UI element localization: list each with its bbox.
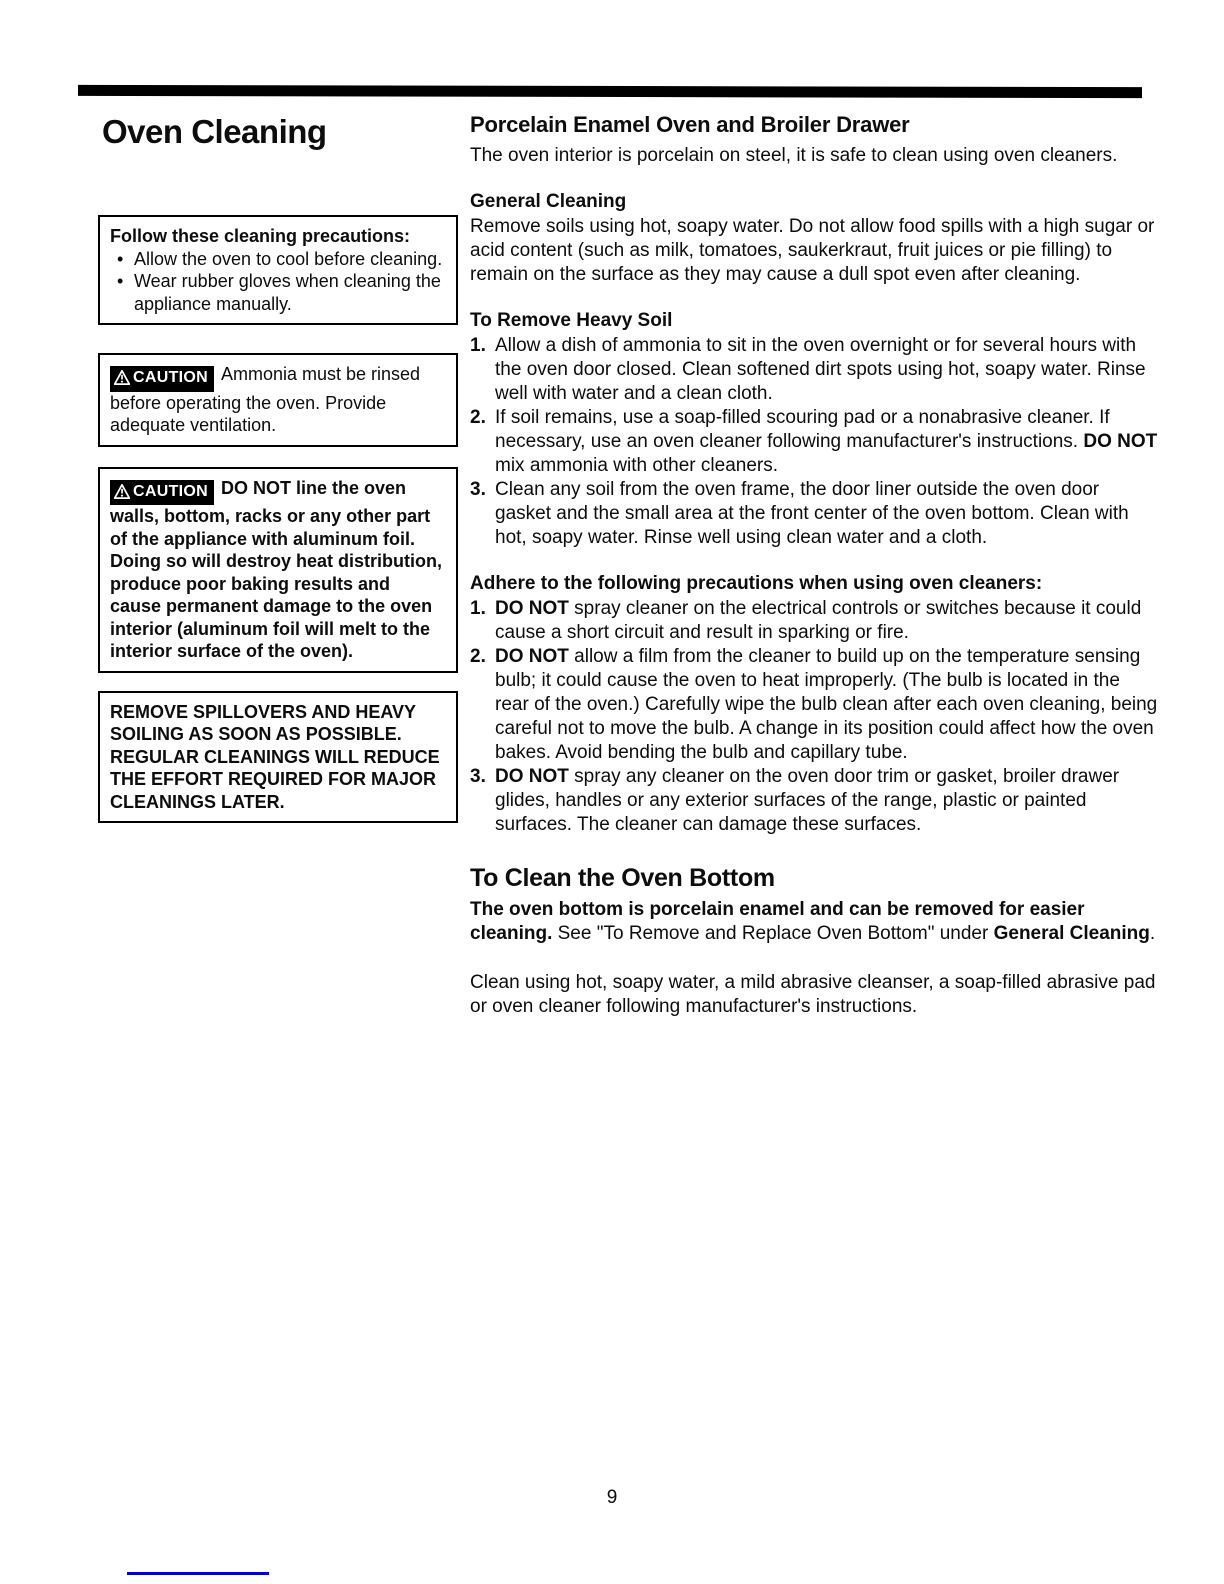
caution-text: DO NOT line the oven walls, bottom, racks or any other part of the appliance with aluminum foil. Doing so will destroy heat distribution, produce poor baking results and cause permanent damage to the oven interior (aluminum foil will melt to the interior surface of the oven). <box>110 477 443 661</box>
list-item-text: DO NOT spray any cleaner on the oven door trim or gasket, broiler drawer glides, handles or any exterior surfaces of the range, plastic or painted surfaces. The cleaner can damage these surfaces. <box>495 766 1120 835</box>
list-marker: 2. <box>470 407 486 428</box>
list-item <box>470 765 1158 837</box>
caution-badge-label: CAUTION <box>133 482 208 500</box>
caution-badge <box>110 480 214 506</box>
oven-bottom-para-2: Clean using hot, soapy water, a mild abrasive cleanser, a soap-filled abrasive pad or oven cleaner following manufacturer's instructions. <box>470 972 1156 1017</box>
list-item-text: Clean any soil from the oven frame, the door liner outside the oven door gasket and the small area at the front center of the oven bottom. Clean with hot, soapy water. Rinse well using clean water and a cloth. <box>495 479 1129 548</box>
list-item <box>110 270 446 315</box>
top-rule <box>78 85 1142 98</box>
bullet-marker: • <box>117 248 124 269</box>
section-heading-oven-cleaners: Adhere to the following precautions when using oven cleaners: <box>470 573 1043 594</box>
oven-cleaners-list <box>470 597 1158 837</box>
list-marker: 1. <box>470 598 486 619</box>
left-column <box>98 112 458 823</box>
section-heading-porcelain: Porcelain Enamel Oven and Broiler Drawer <box>470 112 910 137</box>
general-cleaning-body: Remove soils using hot, soapy water. Do not allow food spills with a high sugar or acid content (such as milk, tomatoes, saukerkraut, fruit juices or pie filling) to remain on the surface as they may cause a dull spot even after cleaning. <box>470 216 1155 285</box>
list-item <box>470 597 1158 645</box>
page-title: Oven Cleaning <box>102 113 327 150</box>
precautions-box-title: Follow these cleaning precautions: <box>110 226 411 246</box>
caution-box-aluminum-foil <box>98 467 458 673</box>
list-item <box>470 645 1158 765</box>
porcelain-body: The oven interior is porcelain on steel, it is safe to clean using oven cleaners. <box>470 145 1118 166</box>
warning-triangle-icon <box>114 484 130 499</box>
page-number: 9 <box>606 1487 618 1508</box>
caution-badge-label: CAUTION <box>133 369 208 386</box>
caution-badge <box>110 366 214 392</box>
spillovers-text: REMOVE SPILLOVERS AND HEAVY SOILING AS SOON AS POSSIBLE. REGULAR CLEANINGS WILL REDUCE THE EFFORT REQUIRED FOR MAJOR CLEANINGS LATER. <box>110 701 440 812</box>
list-marker: 3. <box>470 479 486 500</box>
right-column <box>470 112 1158 1019</box>
list-item-text: Allow a dish of ammonia to sit in the oven overnight or for several hours with the oven door closed. Clean softened dirt spots using hot, soapy water. Rinse well with water and a clean cloth. <box>495 335 1146 404</box>
section-heading-heavy-soil: To Remove Heavy Soil <box>470 310 673 331</box>
list-marker: 2. <box>470 646 486 667</box>
list-item <box>110 248 446 271</box>
heavy-soil-list <box>470 334 1158 550</box>
bullet-marker: • <box>117 271 124 291</box>
list-item-text: DO NOT spray cleaner on the electrical controls or switches because it could cause a short circuit and result in sparking or fire. <box>495 598 1142 643</box>
caution-box-ammonia <box>98 353 458 447</box>
list-item-text: If soil remains, use a soap-filled scouring pad or a nonabrasive cleaner. If necessary, use an oven cleaner following manufacturer's instructions. DO NOT mix ammonia with other cleaners. <box>495 407 1158 476</box>
bullet-text: Wear rubber gloves when cleaning the appliance manually. <box>134 271 441 314</box>
list-item <box>470 406 1158 478</box>
list-item <box>470 334 1158 406</box>
oven-bottom-para-1: The oven bottom is porcelain enamel and can be removed for easier cleaning. See "To Remove and Replace Oven Bottom" under General Cleaning. <box>470 899 1156 944</box>
section-heading-general-cleaning: General Cleaning <box>470 191 627 212</box>
bullet-text: Allow the oven to cool before cleaning. <box>134 248 443 269</box>
precautions-box <box>98 215 458 325</box>
list-marker: 3. <box>470 766 486 787</box>
spillovers-box <box>98 691 458 824</box>
list-item-text: DO NOT allow a film from the cleaner to build up on the temperature sensing bulb; it could cause the oven to heat improperly. (The bulb is located in the rear of the oven.) Carefully wipe the bulb clean after each oven cleaning, being careful not to move the bulb. A change in its position could affect how the oven bakes. Avoid bending the bulb and capillary tube. <box>495 646 1158 763</box>
list-marker: 1. <box>470 335 486 356</box>
warning-triangle-icon <box>114 370 130 385</box>
list-item <box>470 478 1158 550</box>
footer-accent-line <box>127 1572 269 1575</box>
section-heading-oven-bottom: To Clean the Oven Bottom <box>470 864 775 892</box>
caution-text: Ammonia must be rinsed before operating the oven. Provide adequate ventilation. <box>110 364 421 435</box>
